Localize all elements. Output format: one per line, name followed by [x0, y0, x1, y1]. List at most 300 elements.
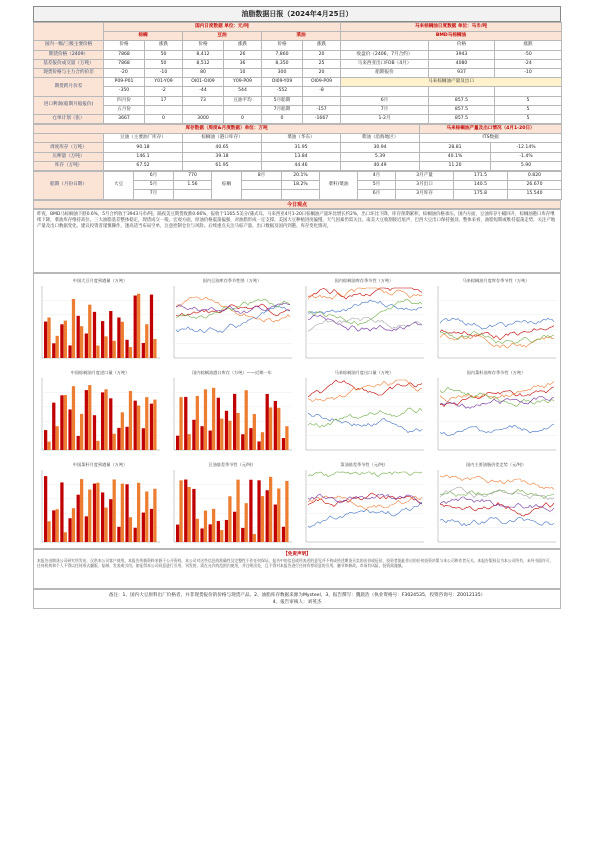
stock-col: 棕榈油（港口库存）: [183, 134, 262, 143]
chart-11: [298, 461, 430, 549]
cell: 马来棕榈油产量及出口: [341, 78, 562, 87]
cell: 17: [145, 96, 183, 105]
disclaimer: [33, 549, 561, 589]
cell: -350: [104, 87, 145, 96]
cell: 5月船期: [262, 96, 303, 105]
bar: [96, 482, 99, 541]
stock-table: [33, 124, 562, 171]
cell: 67.52: [104, 161, 183, 170]
bar: [121, 412, 124, 450]
cell: 857.5: [429, 114, 495, 123]
cell: [282, 190, 320, 199]
bar: [117, 427, 120, 449]
bar: [212, 387, 215, 449]
cell: 8,512: [183, 59, 224, 68]
bar: [200, 528, 203, 542]
cell: 6月: [341, 96, 429, 105]
price-col-label: 价格: [429, 41, 495, 50]
bar: [93, 311, 96, 357]
cell: 40.65: [183, 143, 262, 152]
series-line: [440, 318, 554, 329]
bar: [104, 389, 107, 450]
bar: [249, 479, 252, 541]
cell: 937: [429, 68, 495, 77]
cell: 收盘价（2406，7月合约）: [341, 50, 429, 59]
series-line: [308, 472, 422, 477]
series-line: [308, 288, 422, 299]
bar: [117, 317, 120, 358]
stock-rcol: ITS数据: [420, 134, 562, 143]
report-page: [33, 6, 561, 609]
bar: [179, 480, 182, 542]
chart-plot: [166, 376, 294, 456]
bar: [274, 504, 277, 541]
bar: [129, 391, 132, 450]
cell: 7月: [134, 190, 174, 199]
bar: [109, 499, 112, 542]
series-line: [440, 333, 554, 348]
bar: [85, 333, 88, 357]
import-palm-label: 棕榈: [212, 172, 242, 200]
chart-7: [298, 369, 430, 457]
bar: [68, 518, 71, 542]
cell: [145, 105, 183, 114]
chart-plot: [298, 468, 426, 548]
chart-plot: [34, 284, 162, 364]
cell: 3月出口: [396, 181, 454, 190]
bar: [245, 390, 248, 450]
bar: [125, 426, 128, 449]
cell: -44: [183, 87, 224, 96]
bar: [142, 343, 145, 358]
bar: [121, 483, 124, 541]
chart-title: 豆油基差季节性（元/吨）: [208, 461, 256, 467]
bar: [77, 315, 80, 357]
cell: 31.95: [262, 143, 341, 152]
cell: 5.39: [341, 152, 420, 161]
cell: 857.5: [429, 105, 495, 114]
bar: [64, 320, 67, 357]
domestic-daily-header: 国内日度数据 单位：元/吨: [104, 23, 341, 32]
bar: [220, 418, 223, 449]
cell: [303, 96, 341, 105]
chart-plot: [166, 468, 294, 548]
cell: 3667: [104, 114, 145, 123]
chart-6: [166, 369, 298, 457]
bar: [150, 294, 153, 357]
chart-plot: [34, 468, 162, 548]
bar: [96, 345, 99, 357]
bar: [85, 390, 88, 450]
bar: [192, 488, 195, 541]
cell: 25: [303, 59, 341, 68]
rape-header: 菜油: [262, 32, 341, 41]
cell: 146.1: [104, 152, 183, 161]
bar: [68, 345, 71, 358]
bar: [269, 407, 272, 450]
change-col-label: 涨跌: [224, 41, 262, 50]
cell: 5: [495, 105, 562, 114]
palm-header: 棕榈: [104, 32, 183, 41]
bar: [68, 409, 71, 450]
cell: 7868: [104, 59, 145, 68]
commentary-title: 今日观点: [33, 200, 561, 209]
bar: [125, 484, 128, 542]
cell: 18.2%: [282, 181, 320, 190]
disclaimer-title: 【免责声明】: [283, 551, 311, 557]
chart-1: [34, 277, 166, 365]
series-line: [308, 493, 422, 507]
cell: -2: [145, 87, 183, 96]
chart-title: 国内菜籽油库存季节性（万吨）: [466, 369, 526, 375]
bar: [277, 407, 280, 449]
cell: 5: [495, 114, 562, 123]
cell: 20: [303, 68, 341, 77]
cell: [183, 105, 224, 114]
cell: 20: [303, 50, 341, 59]
bar: [266, 394, 269, 450]
cell: [242, 181, 282, 190]
bar: [274, 400, 277, 449]
commentary-text: 昨夜，BMD马棕榈油下跌0.6%，5月合约收于3943马币/吨。隔夜美豆期货收跌0.66%，报收于1165.5美分/蒲式耳。马来西亚4月1-20日棕榈油产量环比增长约2%，出口环比下降，库存预期累积，棕榈油价格承压。国内方面，豆油库存小幅回升，棕榈油港口库存继续下降，菜油库存维持高位。三大油脂基差整体稳定，现货成交一般。宏观方面，原油价格震荡偏强，对油脂形成一定支撑。美国大豆种植进度偏慢，天气因素仍需关注。南美大豆收割接近尾声，巴西大豆出口保持强劲。整体来看，油脂短期或维持震荡走势，关注产地产量及出口数据变化。建议投资者谨慎操作，逢高适当布局空单，注意控制仓位与风险。后续重点关注马棕产量、出口数据及国内到港、库存变化情况。: [33, 209, 561, 273]
cell: 857.5: [429, 96, 495, 105]
bar: [134, 295, 137, 357]
malaysia-export-header: 马来棕榈油产量及出口情况（4月1-20日）: [420, 125, 562, 134]
price-col-label: 价格: [262, 41, 303, 50]
bar: [93, 415, 96, 450]
series-line: [440, 331, 554, 343]
bar: [212, 508, 215, 541]
stock-header: 库存数据（周度&月度数据）单位：万吨: [34, 125, 420, 134]
series-line: [440, 424, 554, 435]
cell: [341, 87, 429, 96]
chart-plot: [430, 468, 558, 548]
cell: 28.81: [420, 143, 491, 152]
cell: [224, 105, 262, 114]
bar: [266, 490, 269, 542]
bar: [72, 508, 75, 542]
bar: [261, 496, 264, 542]
chart-title: 马来棕榈油月度库存季节性（万吨）: [462, 277, 530, 283]
bar: [137, 293, 140, 357]
bar: [93, 483, 96, 541]
cell: OI09-Y09: [262, 78, 303, 87]
bar: [88, 385, 91, 450]
bar: [56, 509, 59, 542]
chart-title: 国内棕榈油港口库存（万吨）——近期一年: [192, 369, 272, 375]
bar: [285, 480, 288, 541]
bar: [233, 511, 236, 541]
chart-title: 菜油基差季节性（元/吨）: [340, 461, 388, 467]
cell: 140.5: [454, 181, 508, 190]
bar: [204, 510, 207, 541]
bar: [72, 299, 75, 358]
cell: -1667: [303, 114, 341, 123]
cell: 豆油平均: [224, 96, 262, 105]
chart-8: [430, 369, 562, 457]
chart-2: [166, 277, 298, 365]
bar: [196, 396, 199, 450]
cell: OI01-OI09: [183, 78, 224, 87]
cell: 4080: [429, 59, 495, 68]
cell: -24: [495, 59, 562, 68]
bar: [129, 517, 132, 542]
bar: [137, 405, 140, 450]
bar: [88, 489, 91, 542]
cell: [429, 87, 495, 96]
bar: [241, 434, 244, 450]
cell: 0: [145, 114, 183, 123]
row-label: 国内一级/三级主要价格: [34, 41, 104, 50]
bar: [179, 397, 182, 450]
bar: [184, 396, 187, 449]
bar: [228, 420, 231, 449]
cell: 300: [262, 68, 303, 77]
row-label: 仓单计划（张）: [34, 114, 104, 123]
cell: -10: [495, 68, 562, 77]
bar: [113, 433, 116, 449]
bar: [228, 496, 231, 542]
series-line: [308, 413, 422, 432]
cell: 7月: [341, 105, 429, 114]
bar: [104, 336, 107, 358]
bar: [60, 395, 63, 450]
footer-note: [33, 589, 561, 609]
bar: [209, 524, 212, 542]
bar: [282, 438, 285, 450]
chart-axis: [438, 470, 556, 542]
malaysia-daily-header: 马来棕榈油日度数据 单位：马币/吨: [341, 23, 562, 32]
bar: [60, 482, 63, 542]
cell: 50: [145, 59, 183, 68]
cell: 8,350: [262, 59, 303, 68]
price-col-label: 价格: [104, 41, 145, 50]
row-label: 船期（月份日期）: [34, 172, 104, 200]
bar: [52, 510, 55, 542]
bar: [145, 324, 148, 358]
chart-title: 国内主要油脂价差走势（元/吨）: [465, 461, 527, 467]
cell: [495, 87, 562, 96]
chart-9: [34, 461, 166, 549]
cell: 61.95: [183, 161, 262, 170]
bar: [184, 479, 187, 541]
chart-3: [298, 277, 430, 365]
bar: [113, 479, 116, 542]
bar: [88, 304, 91, 357]
row-label: 压榨量（万吨）: [34, 152, 104, 161]
bar: [176, 524, 179, 541]
bar: [236, 413, 239, 450]
cell: 船期报价: [341, 68, 429, 77]
bar: [129, 347, 132, 358]
series-line: [440, 487, 554, 500]
cell: 1.56: [174, 181, 212, 190]
bar: [64, 532, 67, 542]
cell: 44.46: [262, 161, 341, 170]
cell: 8月: [242, 172, 282, 181]
cell: 770: [174, 172, 212, 181]
cell: 26.670: [508, 181, 562, 190]
cell: 40.49: [341, 161, 420, 170]
bar: [153, 488, 156, 541]
series-line: [176, 304, 290, 316]
chart-grid: [33, 273, 561, 549]
report-title: 油脂数据日报（2024年4月25日）: [33, 6, 561, 22]
cell: 26: [224, 50, 262, 59]
cell: 7,860: [262, 50, 303, 59]
series-line: [308, 299, 422, 313]
bar: [150, 508, 153, 541]
footer-line-1: 备注：1、国内大豆原料出厂价格者，并非现货报价的价格与现货产品。2、油脂库存数据来源为Mysteel，3、报告撰写：魏晨浩（执业资格号：F3024535，投资咨询号：Z0012135）: [108, 592, 486, 598]
chart-title: 中国菜籽月度到港量（万吨）: [72, 461, 128, 467]
chart-plot: [166, 284, 294, 364]
cell: 10: [224, 68, 262, 77]
cell: 7月船期: [262, 105, 303, 114]
chart-plot: [298, 376, 426, 456]
bar: [200, 426, 203, 450]
cell: 15.540: [508, 190, 562, 199]
cell: -12.14%: [491, 143, 562, 152]
cell: 30.94: [341, 143, 420, 152]
bar: [44, 321, 47, 357]
row-label: 库存（万吨）: [34, 161, 104, 170]
price-col-label: 价格: [183, 41, 224, 50]
bar: [121, 321, 124, 357]
bar: [153, 339, 156, 358]
bar: [47, 317, 50, 358]
bar: [134, 400, 137, 449]
change-col-label: 涨跌: [303, 41, 341, 50]
bar: [77, 494, 80, 541]
cell: 80: [183, 68, 224, 77]
bar: [101, 321, 104, 358]
bar: [145, 397, 148, 450]
bar: [241, 527, 244, 541]
cell: 13.84: [262, 152, 341, 161]
cell: 四月份: [104, 96, 145, 105]
cell: -157: [303, 105, 341, 114]
bar: [142, 428, 145, 450]
cell: 40.1%: [420, 152, 491, 161]
bar: [217, 397, 220, 449]
cell: 0: [262, 114, 303, 123]
bar: [52, 343, 55, 358]
cell: 5月: [358, 181, 396, 190]
bar: [117, 526, 120, 541]
series-line: [308, 380, 422, 401]
series-line: [440, 517, 554, 525]
cell: -20: [104, 68, 145, 77]
bar: [72, 386, 75, 450]
bar: [80, 413, 83, 449]
row-label: 进口利润(船期月船报价): [34, 96, 104, 114]
cell: 3943: [429, 50, 495, 59]
bar: [220, 530, 223, 542]
bar: [269, 476, 272, 541]
chart-plot: [430, 284, 558, 364]
row-label: 现货价格与主力合约价差: [34, 68, 104, 77]
row-label: 基差报价成交量（万吨）: [34, 59, 104, 68]
bar: [77, 435, 80, 449]
cell: 544: [224, 87, 262, 96]
bar: [56, 426, 59, 450]
row-label: 期货价格（2409）: [34, 50, 104, 59]
bar: [44, 476, 47, 542]
cell: 8,412: [183, 50, 224, 59]
bar: [104, 507, 107, 541]
bar: [52, 402, 55, 449]
chart-title: 国内棕榈油库存季节性（万吨）: [334, 277, 394, 283]
chart-title: 中国大豆月度到港量（万吨）: [72, 277, 128, 283]
chart-4: [430, 277, 562, 365]
stock-corner: [34, 134, 104, 143]
cell: 90.18: [104, 143, 183, 152]
chart-plot: [34, 376, 162, 456]
chart-plot: [430, 376, 558, 456]
bar: [142, 512, 145, 541]
bar: [261, 432, 264, 450]
cell: 5: [495, 96, 562, 105]
change-col-label: 涨跌: [495, 41, 562, 50]
cell: Y01-Y09: [145, 78, 183, 87]
cell: 73: [183, 96, 224, 105]
bar: [134, 527, 137, 541]
cell: 1-2月: [341, 114, 429, 123]
bar: [217, 521, 220, 542]
chart-axis: [306, 470, 424, 542]
bar: [253, 534, 256, 542]
series-line: [308, 380, 422, 397]
bar: [282, 526, 285, 541]
bar: [196, 518, 199, 541]
row-label: 期货跨月价差: [34, 78, 104, 96]
bar: [80, 326, 83, 358]
bar: [109, 311, 112, 358]
bar: [44, 430, 47, 450]
cell: 7868: [104, 50, 145, 59]
cell: 4月: [358, 172, 396, 181]
chart-10: [166, 461, 298, 549]
cell: [242, 190, 282, 199]
bmd-empty: [341, 41, 429, 50]
bar: [249, 428, 252, 450]
bar: [60, 324, 63, 358]
chart-plot: [298, 284, 426, 364]
import-table: [33, 171, 562, 200]
cell: P09-P01: [104, 78, 145, 87]
soy-header: 豆油: [183, 32, 262, 41]
cell: 50: [145, 50, 183, 59]
row-label: 周度库存（万吨）: [34, 143, 104, 152]
cell: 0.820: [508, 172, 562, 181]
series-line: [308, 408, 422, 428]
cell: Y09-P09: [224, 78, 262, 87]
chart-axis: [306, 378, 424, 450]
bar: [257, 441, 260, 450]
cell: 5月: [134, 181, 174, 190]
cell: 马来西亚出口FOB（4月）: [341, 59, 429, 68]
cell: 5.90: [491, 161, 562, 170]
disclaimer-body: 本报告由期货公司研究所发布，仅供本公司客户使用。本报告所载资料来源于公开资料，本公司对这些信息的准确性及完整性不作任何保证。报告中的信息或所表述的意见并不构成所述期货买卖的出价或征价，投资者据此作出的任何投资决策与本公司和作者无关。本报告版权仅为本公司所有，未经书面许可，任何机构和个人不得以任何形式翻版、复制、发表或引用。如征得本公司同意进行引用、刊发的，需在允许的范围内使用，并注明出处，且不得对本报告进行任何有悖原意的引用、删节和修改。市场有风险，投资需谨慎。: [37, 557, 554, 568]
bar: [188, 487, 191, 542]
stock-col: 豆油（主要油厂库存）: [104, 134, 183, 143]
bar: [125, 339, 128, 357]
cell: 39.18: [183, 152, 262, 161]
cell: 175.8: [454, 190, 508, 199]
cell: 11.20: [420, 161, 491, 170]
bar: [80, 479, 83, 542]
bar: [285, 426, 288, 450]
